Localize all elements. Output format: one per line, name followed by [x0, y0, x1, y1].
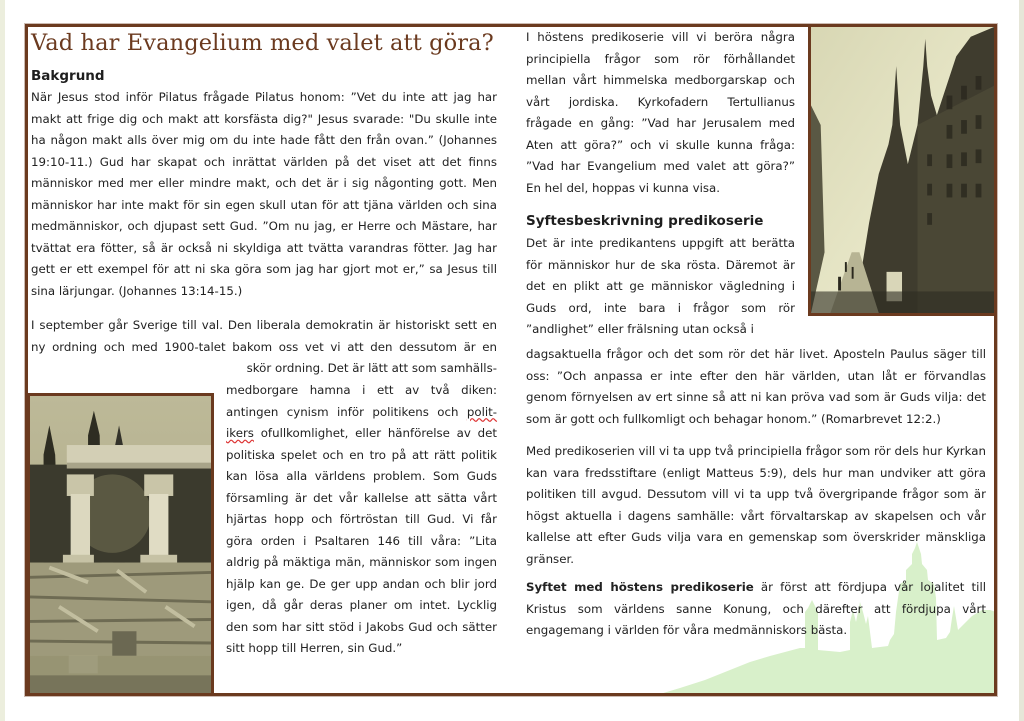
page-edge-left: [0, 0, 5, 721]
paragraph-bakgrund-2-line3: skör ordning. Det är lätt att som samhälls-: [246, 361, 497, 375]
ruins-photo: [27, 393, 214, 696]
section-heading-syftesbeskrivning: Syftesbeskrivning predikoserie: [526, 213, 764, 229]
paragraph-bakgrund-2-cont: [226, 380, 497, 660]
paragraph-bakgrund-2-lead: I september går Sverige till val. Den liberala demokratin är historiskt sett en ny ordning och med 1900-talet bakom oss vet vi att den dessutom är en: [31, 318, 497, 354]
street-photo: [808, 24, 997, 316]
paragraph-bakgrund-2-cont-text: medborgare hamna i ett av två diken: antingen cynism inför politikens och: [226, 383, 497, 419]
paragraph-syfte-2: Med predikoserien vill vi ta upp två principiella frågor som rör dels hur Kyrkan kan vara fredsstiftare (enligt Matteus 5:9), dels hur man undviker att göra politiken till avgud. Dessutom vill vi ta upp två övergripande frågor som är högst aktuella i dagens samhälle: vårt förvaltarskap av skapelsen och vår kallelse att efter Guds vilja vara en gemenskap som överskrider mänskliga gränser.: [526, 444, 986, 566]
paragraph-syfte-1-wide: dagsaktuella frågor och det som rör det här livet. Aposteln Paulus säger till oss: ”Och anpassa er inte efter den här världen, utan låt er förvandlas genom förnyelsen av ert sinne så att ni kan pröva vad som är Guds vilja: det som är gott och fullkomligt och behagar honom.” (Romarbrevet 12:2.): [526, 347, 986, 426]
page-edge-right: [1019, 0, 1024, 721]
article-title: Vad har Evangelium med valet att göra?: [31, 30, 494, 56]
paragraph-syfte-3-rest: är först att fördjupa vår lojalitet till Kristus som världens sanne Konung, och därefter att fördjupa vårt engagemang i världen för våra medmänniskors bästa.: [526, 580, 986, 637]
section-heading-bakgrund: Bakgrund: [31, 68, 105, 84]
paragraph-syfte-1-narrow: Det är inte predikantens uppgift att berätta för människor hur de ska rösta. Däremot är det en plikt att ge människor vägledning i Guds ord, inte bara i frågor som rör ”andlighet” eller frälsning utan också i: [526, 236, 795, 336]
paragraph-bakgrund-2-rest: ofullkomlighet, eller hänförelse av det politiska spelet och en tro på att rätt politik kan lösa alla världens problem. Som Guds församling är det vår kallelse att sätta vårt hjärtas hopp och förtröstan till Gud. Vi får göra orden i Psaltaren 146 till våra: ”Lita aldrig på mäktiga män, människor som ingen hjälp kan ge. De ger upp andan och blir jord igen, då går deras planer om intet. Lycklig den som har sitt stöd i Jakobs Gud och sätter sitt hopp till Herren, sin Gud.”: [226, 426, 498, 655]
misspelled-word-part-b: ikers: [226, 426, 254, 440]
paragraph-syfte-3: [526, 577, 986, 642]
misspelled-word-part-a: polit-: [466, 404, 498, 419]
paragraph-bakgrund-1: När Jesus stod inför Pilatus frågade Pilatus honom: ”Vet du inte att jag har makt att frige dig och makt att korsfästa dig?" Jesus svarade: "Du skulle inte ha någon makt alls över mig om du inte hade fått den från ovan.” (Johannes 19:10-11.) Gud har skapat och inrättat världen på det viset att det finns människor med mer eller mindre makt, och det är i sig någonting gott. Men människor har inte makt för sin egen skull utan för att tjäna världen och sina medmänniskor, och djupast sett Gud. ”Om nu jag, er Herre och Mästare, har tvättat era fötter, så är också ni skyldiga att tvätta varandras fötter. Jag har gett er ett exempel för att ni ska göra som jag har gjort mot er,” sa Jesus till sina lärjungar. (Johannes 13:14-15.): [31, 90, 497, 298]
bold-lead: Syftet med höstens predikoserie: [526, 580, 754, 594]
paragraph-intro: I höstens predikoserie vill vi beröra några principiella frågor som rör förhållandet mellan vårt himmelska medborgarskap och vårt jordiska. Kyrkofadern Tertullianus frågade en gång: ”Vad har Jerusalem med Aten att göra?” och vi skulle kunna fråga: ”Vad har Evangelium med valet att göra?” En hel del, hoppas vi kunna visa.: [526, 30, 795, 195]
